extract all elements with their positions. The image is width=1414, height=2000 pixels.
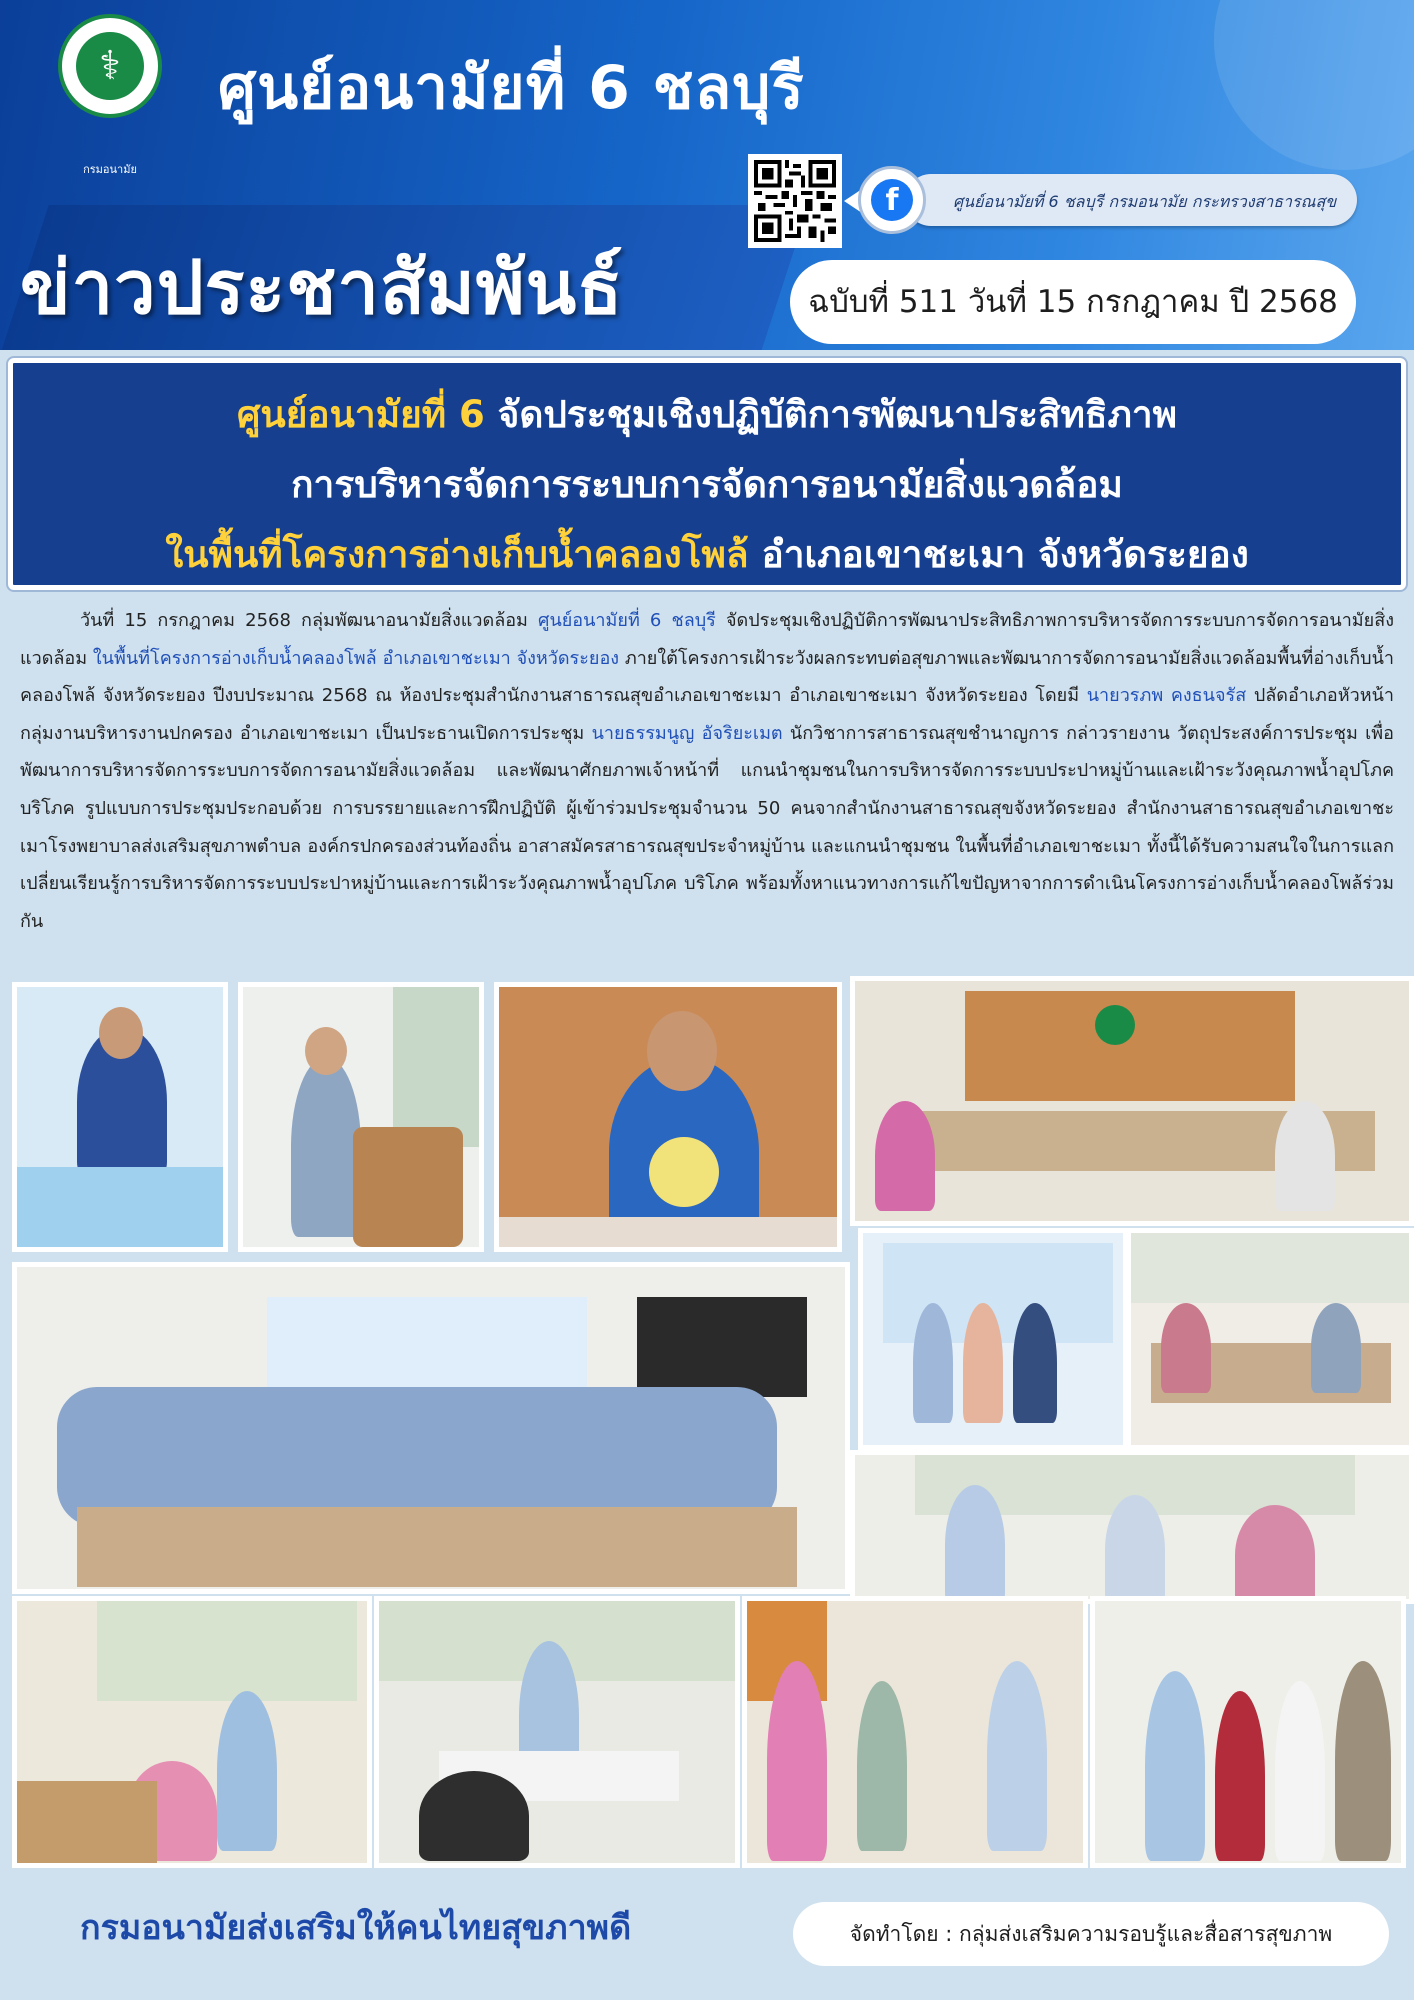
headline-rest-3: อำเภอเขาชะเมา จังหวัดระยอง bbox=[748, 533, 1249, 576]
ministry-logo bbox=[58, 14, 162, 118]
org-title: ศูนย์อนามัยที่ 6 ชลบุรี bbox=[218, 53, 805, 123]
photo-workshop-laptops bbox=[1126, 1228, 1414, 1450]
footer-credit: จัดทำโดย : กลุ่มส่งเสริมความรอบรู้และสื่อสารสุขภาพ bbox=[849, 1922, 1333, 1946]
logo-inner bbox=[76, 32, 144, 100]
headline-line-2: การบริหารจัดการระบบการจัดการอนามัยสิ่งแวดล้อม bbox=[291, 463, 1123, 506]
body-part-4: ปลัดอำเภอหัวหน้ากลุ่มงานบริหารงานปกครอง อำเภอเขาชะเมา เป็นประธานเปิดการประชุม bbox=[20, 685, 1394, 744]
article-body bbox=[20, 602, 1394, 940]
facebook-badge[interactable] bbox=[858, 166, 926, 234]
headline-line-1 bbox=[13, 385, 1401, 444]
facebook-page-link[interactable] bbox=[905, 174, 1357, 226]
facebook-icon: f bbox=[871, 179, 913, 221]
photo-award-handover bbox=[858, 1228, 1128, 1450]
caduceus-icon: ⚕ bbox=[99, 43, 121, 89]
photo-meeting-room bbox=[850, 976, 1414, 1226]
photo-practice-session bbox=[850, 1450, 1414, 1604]
body-part-2: จัดประชุมเชิงปฏิบัติการพัฒนาประสิทธิภาพการบริหารจัดการระบบการจัดการอนามัยสิ่งแวดล้อม bbox=[20, 610, 1394, 669]
facebook-page-name: ศูนย์อนามัยที่ 6 ชลบุรี กรมอนามัย กระทรวงสาธารณสุข bbox=[953, 192, 1337, 211]
qr-code-icon[interactable] bbox=[748, 154, 842, 248]
photo-water-testing-3 bbox=[742, 1596, 1088, 1868]
issue-text: ฉบับที่ 511 วันที่ 15 กรกฎาคม ปี 2568 bbox=[808, 284, 1338, 320]
photo-reporter-lectern bbox=[238, 982, 484, 1252]
issue-badge bbox=[790, 260, 1356, 344]
center-name: ศูนย์อนามัยที่ 6 ชลบุรี bbox=[538, 610, 716, 631]
photo-group bbox=[12, 1262, 850, 1594]
reporter-name: นายธรรมนูญ อัจริยะเมต bbox=[591, 722, 783, 744]
logo-caption: กรมอนามัย bbox=[83, 163, 137, 176]
photo-speaker-podium bbox=[12, 982, 228, 1252]
headline-highlight-1: ศูนย์อนามัยที่ 6 bbox=[236, 393, 485, 436]
photo-water-testing-4 bbox=[1090, 1596, 1406, 1868]
body-part-5: นักวิชาการสาธารณสุขชำนาญการ กล่าวรายงาน วัตถุประสงค์การประชุม เพื่อพัฒนาการบริหารจัดการระบบการจัดการอนามัยสิ่งแวดล้อม และพัฒนาศักยภาพเจ้าหน้าที่ แกนนำชุมชนในการบริหารจัดการระบบประปาหมู่บ้านและเฝ้าระวังคุณภาพน้ำอุปโภค บริโภค รูปแบบการประชุมประกอบด้วย การบรรยายและการฝึกปฏิบัติ ผู้เข้าร่วมประชุมจำนวน 50 คนจากสำนักงานสาธารณสุขจังหวัดระยอง สำนักงานสาธารณสุขอำเภอเขาชะเมาโรงพยาบาลส่งเสริมสุขภาพตำบล องค์กรปกครองส่วนท้องถิ่น อาสาสมัครสาธารณสุขประจำหมู่บ้าน และแกนนำชุมชน ในพื้นที่อำเภอเขาชะเมา ทั้งนี้ได้รับความสนใจในการแลกเปลี่ยนเรียนรู้การบริหารจัดการระบบประปาหมู่บ้านและการเฝ้าระวังคุณภาพน้ำอุปโภค บริโภค พร้อมทั้งหาแนวทางการแก้ไขปัญหาจากการดำเนินโครงการอ่างเก็บน้ำคลองโพล้ร่วมกัน bbox=[20, 722, 1394, 932]
headline-line-3 bbox=[13, 525, 1401, 584]
footer-slogan: กรมอนามัยส่งเสริมให้คนไทยสุขภาพดี bbox=[80, 1908, 632, 1948]
headline-box bbox=[8, 358, 1406, 590]
project-location: ในพื้นที่โครงการอ่างเก็บน้ำคลองโพล้ อำเภอเขาชะเมา จังหวัดระยอง bbox=[92, 647, 620, 669]
decor-circle bbox=[1214, 0, 1414, 170]
chair-name: นายวรภพ คงธนจรัส bbox=[1086, 685, 1247, 707]
newsletter-title: ข่าวประชาสัมพันธ์ bbox=[20, 245, 624, 331]
footer-credit-badge bbox=[793, 1902, 1389, 1966]
body-part-1: วันที่ 15 กรกฎาคม 2568 กลุ่มพัฒนาอนามัยสิ่งแวดล้อม bbox=[80, 610, 539, 631]
headline-highlight-3: ในพื้นที่โครงการอ่างเก็บน้ำคลองโพล้ bbox=[165, 533, 749, 576]
headline-rest-1: จัดประชุมเชิงปฏิบัติการพัฒนาประสิทธิภาพ bbox=[484, 393, 1178, 436]
photo-water-testing-1 bbox=[12, 1596, 372, 1868]
qr-code-graphic bbox=[754, 160, 836, 242]
photo-chairperson bbox=[494, 982, 842, 1252]
body-part-3: ภายใต้โครงการเฝ้าระวังผลกระทบต่อสุขภาพและพัฒนาการจัดการอนามัยสิ่งแวดล้อมพื้นที่อ่างเก็บน้ำคลองโพล้ จังหวัดระยอง ปีงบประมาณ 2568 ณ ห้องประชุมสำนักงานสาธารณสุขอำเภอเขาชะเมา อำเภอเขาชะเมา จังหวัดระยอง โดยมี bbox=[20, 647, 1394, 707]
photo-water-testing-2 bbox=[374, 1596, 740, 1868]
